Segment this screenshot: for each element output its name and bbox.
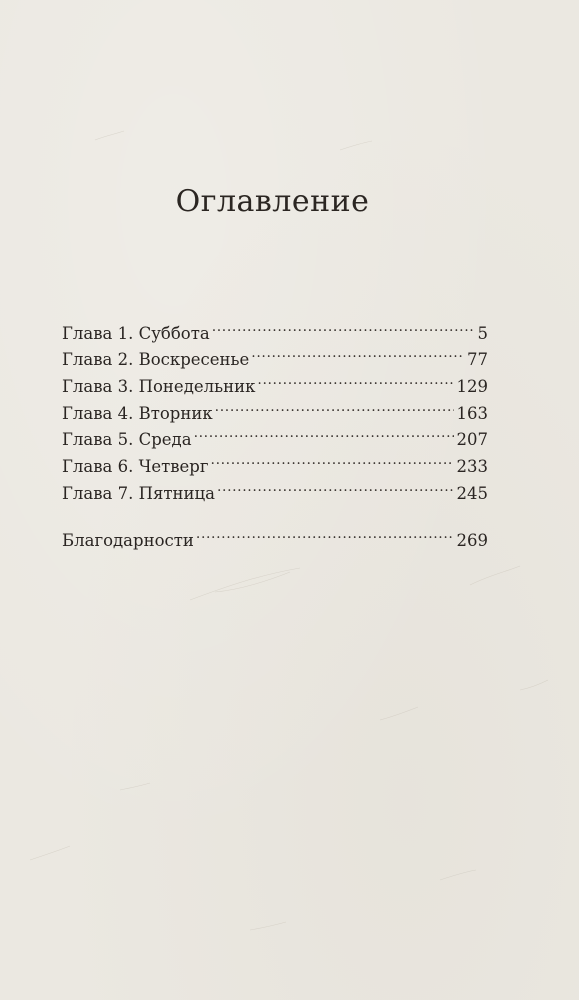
toc-entry-label: Благодарности	[62, 530, 194, 550]
table-of-contents	[62, 312, 488, 550]
toc-entry-label: Глава 7. Пятница	[62, 483, 215, 503]
dot-leader	[257, 365, 453, 392]
toc-entry-label: Глава 6. Четверг	[62, 457, 209, 477]
toc-entry-page-number: 163	[456, 403, 488, 423]
dot-leader	[196, 519, 454, 546]
toc-entry-label: Глава 4. Вторник	[62, 403, 213, 423]
dot-leader	[251, 339, 464, 366]
dot-leader	[211, 445, 454, 472]
extras-list	[62, 519, 488, 550]
toc-entry-page-number: 269	[456, 530, 488, 550]
dot-leader	[215, 392, 454, 419]
toc-entry-page-number: 129	[456, 377, 488, 397]
toc-entry-page-number: 245	[456, 483, 488, 503]
toc-entry-page-number: 77	[467, 350, 488, 370]
toc-entry-page-number: 207	[456, 430, 488, 450]
toc-entry-label: Глава 5. Среда	[62, 430, 192, 450]
chapters-list	[62, 312, 488, 503]
toc-entry-page-number: 233	[456, 457, 488, 477]
toc-entry-label: Глава 2. Воскресенье	[62, 350, 250, 370]
toc-entry-page-number: 5	[477, 323, 488, 343]
toc-entry-chapter-1[interactable]	[62, 312, 488, 343]
dot-leader	[212, 312, 475, 339]
toc-entry-label: Глава 1. Суббота	[62, 323, 210, 343]
toc-entry-acknowledgements[interactable]	[62, 519, 488, 550]
toc-entry-label: Глава 3. Понедельник	[62, 377, 256, 397]
dot-leader	[217, 472, 454, 499]
page-title: Оглавление	[175, 184, 370, 219]
dot-leader	[194, 419, 454, 446]
